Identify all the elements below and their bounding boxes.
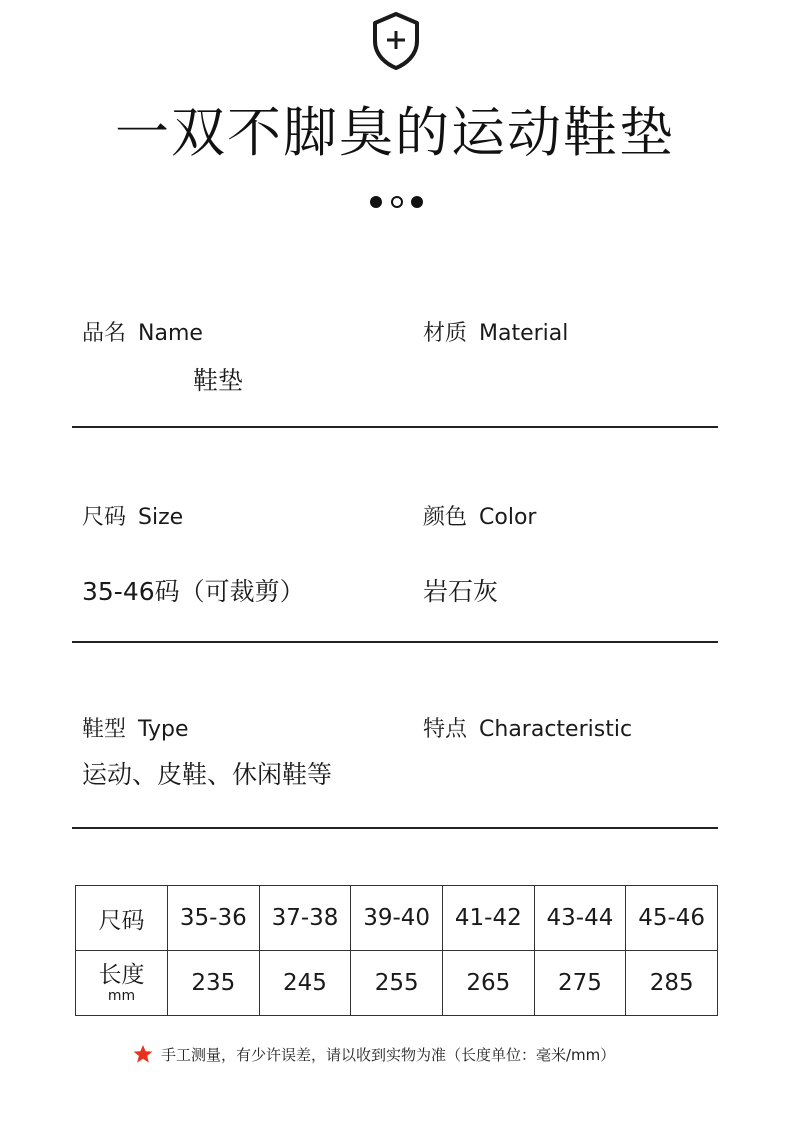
length-header-unit: mm [107, 988, 136, 1004]
size-cell: 35-36 [168, 886, 260, 951]
length-row-header [76, 951, 168, 1016]
size-row [76, 886, 718, 951]
name-label [82, 319, 203, 349]
feature-label [423, 715, 632, 745]
size-row-header: 尺码 [76, 886, 168, 951]
length-cell: 265 [442, 951, 534, 1016]
type-label-zh: 鞋型 [82, 717, 127, 742]
length-row [76, 951, 718, 1016]
divider-3 [72, 827, 718, 829]
name-label-zh: 品名 [82, 321, 127, 346]
star-icon [133, 1044, 153, 1064]
length-cell: 245 [259, 951, 351, 1016]
length-cell: 235 [168, 951, 260, 1016]
type-value: 运动、皮鞋、休闲鞋等 [82, 760, 333, 789]
feature-label-zh: 特点 [423, 717, 468, 742]
shield-plus-icon [370, 11, 422, 71]
color-label [423, 503, 536, 533]
size-cell: 43-44 [534, 886, 626, 951]
color-value: 岩石灰 [423, 577, 499, 606]
size-label-en: Size [138, 505, 184, 530]
length-cell: 285 [626, 951, 718, 1016]
name-value: 鞋垫 [193, 366, 244, 395]
size-value: 35-46码（可裁剪） [82, 577, 305, 606]
type-label [82, 715, 189, 745]
page-title: 一双不脚臭的运动鞋垫 [115, 101, 675, 164]
color-label-en: Color [479, 505, 537, 530]
type-label-en: Type [138, 717, 189, 742]
dot-filled-left [370, 196, 382, 208]
material-label [423, 319, 568, 349]
measurement-note [133, 1044, 615, 1066]
size-cell: 41-42 [442, 886, 534, 951]
size-cell: 37-38 [259, 886, 351, 951]
size-label [82, 503, 183, 533]
length-header-label: 长度 [98, 962, 145, 988]
material-label-zh: 材质 [423, 321, 468, 346]
material-label-en: Material [479, 321, 569, 346]
length-cell: 275 [534, 951, 626, 1016]
divider-2 [72, 641, 718, 643]
length-cell: 255 [351, 951, 443, 1016]
dots-divider [367, 194, 427, 210]
color-label-zh: 颜色 [423, 505, 468, 530]
size-cell: 39-40 [351, 886, 443, 951]
dot-filled-right [411, 196, 423, 208]
feature-label-en: Characteristic [479, 717, 633, 742]
name-label-en: Name [138, 321, 203, 346]
measurement-note-text: 手工测量，有少许误差，请以收到实物为准（长度单位：毫米/mm） [161, 1046, 616, 1064]
size-label-zh: 尺码 [82, 505, 127, 530]
size-cell: 45-46 [626, 886, 718, 951]
dot-hollow-center [392, 197, 402, 207]
divider-1 [72, 426, 718, 428]
size-table [75, 885, 718, 1016]
